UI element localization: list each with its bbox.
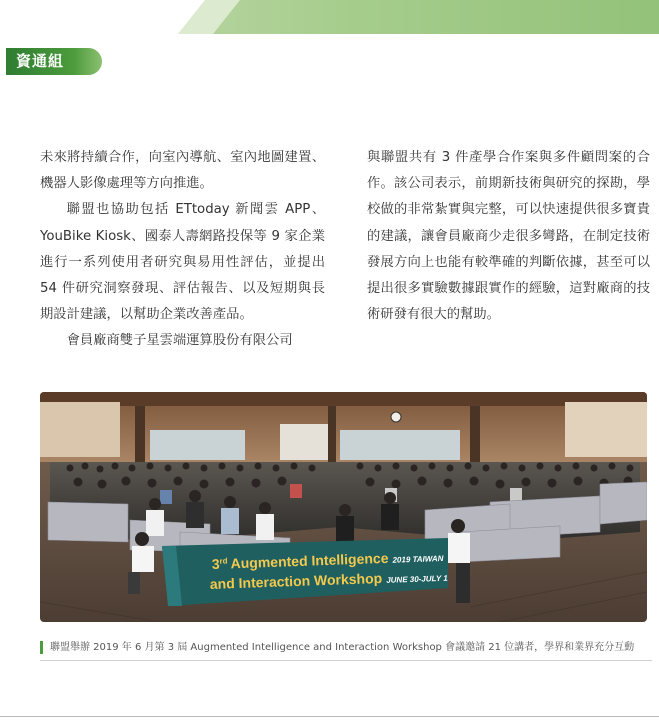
banner-year: 2019 TAIWAN	[392, 553, 444, 565]
banner-ordinal: 3	[211, 555, 220, 572]
workshop-group-photo	[40, 392, 647, 622]
banner-title-1: Augmented Intelligence	[230, 549, 389, 572]
page-bottom-rule	[0, 716, 659, 717]
caption-marker	[40, 641, 43, 654]
left-paragraph-2: 聯盟也協助包括 ETtoday 新聞雲 APP、YouBike Kiosk、國泰人壽網路投保等 9 家企業進行一系列使用者研究與易用性評估，並提出 54 件研究洞察發現、評估報告、以及短期與長期設計建議，以幫助企業改善產品。	[40, 202, 325, 323]
left-text-column	[40, 145, 325, 355]
caption-divider	[40, 660, 652, 661]
top-decorative-band	[0, 0, 659, 34]
section-tab: 資通組	[6, 48, 102, 75]
band-white-wedge	[0, 0, 659, 34]
photo-caption: 聯盟舉辦 2019 年 6 月第 3 屆 Augmented Intelligence and Interaction Workshop 會議邀請 21 位講者，學界和業界充分互動	[50, 642, 635, 653]
left-paragraph-3: 會員廠商雙子星雲端運算股份有限公司	[66, 333, 293, 349]
left-paragraph-1: 未來將持續合作，向室內導航、室內地圖建置、機器人影像處理等方向推進。	[40, 150, 325, 192]
banner-title-2: and Interaction Workshop	[209, 569, 383, 592]
banner-ordinal-suffix: rd	[219, 556, 228, 566]
banner-date: JUNE 30-JULY 1	[386, 573, 448, 585]
right-text-column	[367, 145, 650, 328]
right-paragraph-1: 與聯盟共有 3 件產學合作案與多件顧問案的合作。該公司表示，前期新技術與研究的探勘，學校做的非常紮實與完整，可以快速提供很多寶貴的建議，讓會員廠商少走很多彎路，在制定技術發展方向上也能有較準確的判斷依據，甚至可以提出很多實驗數據跟實作的經驗，這對廠商的技術研發有很大的幫助。	[367, 150, 650, 323]
